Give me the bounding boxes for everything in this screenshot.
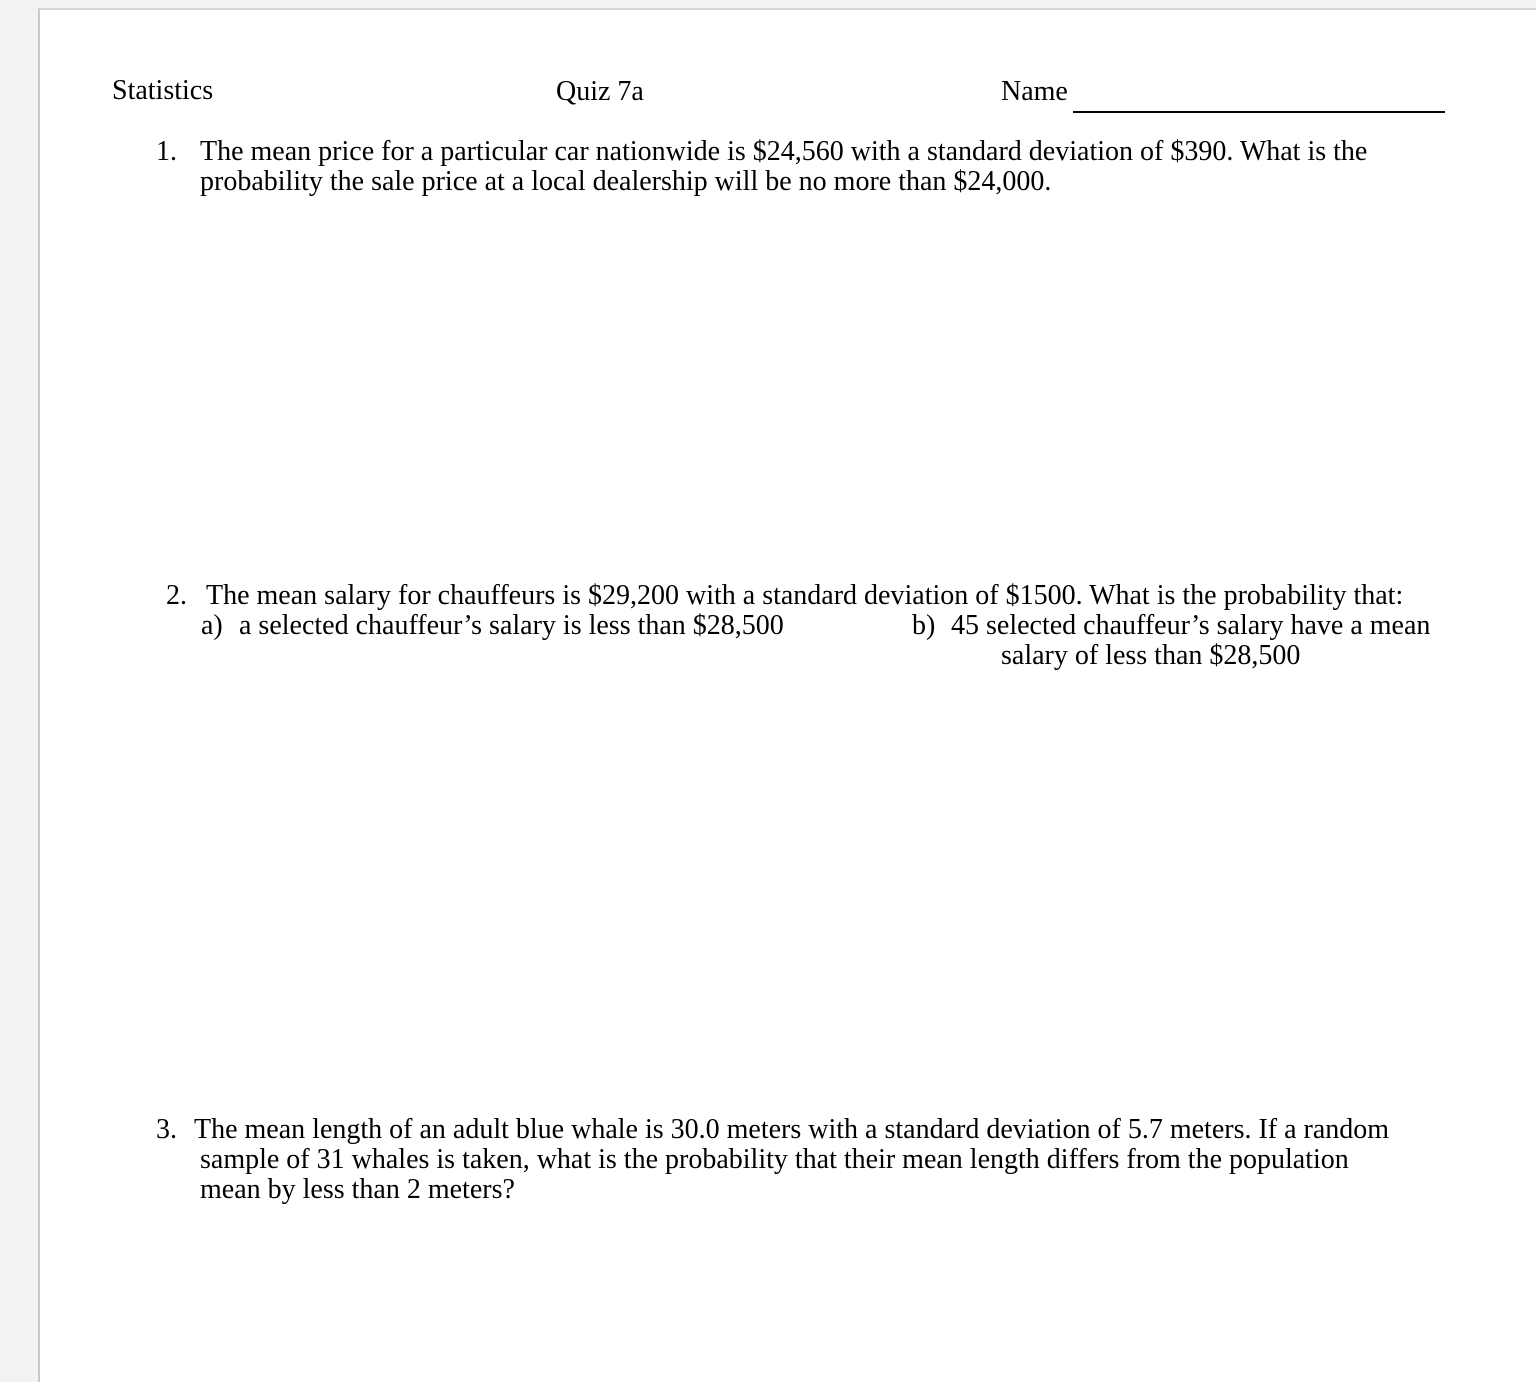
quiz-page xyxy=(38,8,1536,1382)
question-text-line: The mean price for a particular car nationwide is $24,560 with a standard deviation of $390. What is the xyxy=(200,136,1368,167)
name-blank-line xyxy=(1073,111,1445,113)
part-a-text: a selected chauffeur’s salary is less than $28,500 xyxy=(239,610,784,641)
part-a-label: a) xyxy=(201,610,223,641)
name-label: Name xyxy=(1001,76,1068,107)
question-text-line: The mean length of an adult blue whale is 30.0 meters with a standard deviation of 5.7 meters. If a random xyxy=(194,1114,1390,1145)
question-text-line: probability the sale price at a local dealership will be no more than $24,000. xyxy=(200,166,1052,197)
question-number: 3. xyxy=(156,1114,177,1145)
part-b-text: 45 selected chauffeur’s salary have a mean xyxy=(951,610,1431,641)
part-b-label: b) xyxy=(912,610,936,641)
question-text-line: The mean salary for chauffeurs is $29,200 with a standard deviation of $1500. What is the probability that: xyxy=(206,580,1404,611)
question-text-line: sample of 31 whales is taken, what is the probability that their mean length differs from the population xyxy=(200,1144,1349,1175)
course-title: Statistics xyxy=(112,75,214,106)
part-b-text: salary of less than $28,500 xyxy=(1001,640,1301,671)
question-number: 2. xyxy=(166,580,187,611)
question-text-line: mean by less than 2 meters? xyxy=(200,1174,515,1205)
quiz-title: Quiz 7a xyxy=(556,76,644,107)
question-number: 1. xyxy=(156,136,177,167)
